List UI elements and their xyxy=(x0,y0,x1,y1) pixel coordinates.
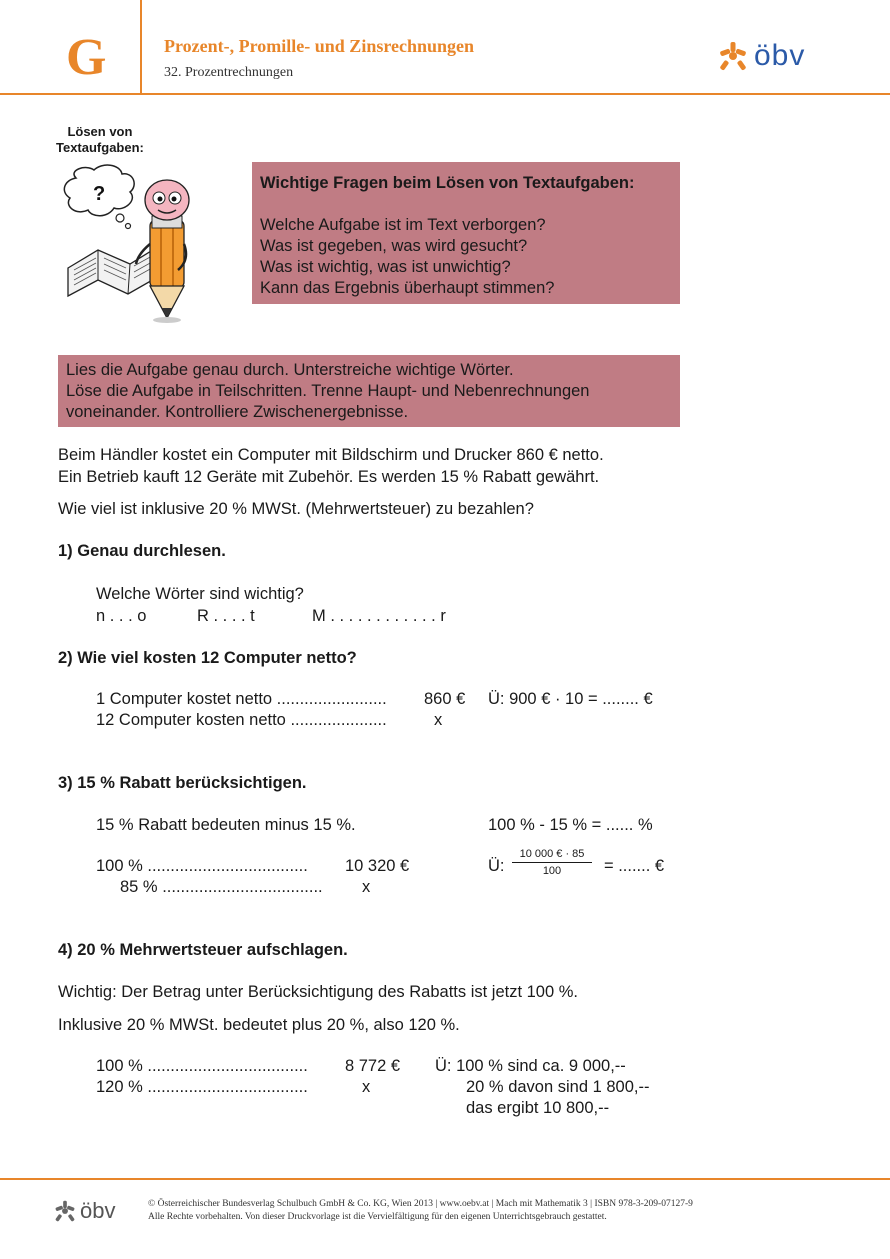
step3-row1-value: 10 320 € xyxy=(345,857,410,875)
step3-row2-label: 85 % ................................... xyxy=(120,878,323,896)
fraction-denominator: 100 xyxy=(542,865,562,877)
chapter-letter: G xyxy=(66,29,107,86)
header-divider-vertical xyxy=(140,0,142,94)
fraction-numerator: 10 000 € · 85 xyxy=(519,848,585,860)
step3-line-check: 100 % - 15 % = ...... % xyxy=(488,816,653,834)
step4-estimate: 20 % davon sind 1 800,-- xyxy=(466,1078,650,1096)
question-line: Welche Aufgabe ist im Text verborgen? xyxy=(260,216,546,234)
tip-line: Löse die Aufgabe in Teilschritten. Trenne Haupt- und Nebenrechnungen xyxy=(66,382,590,400)
side-label-line: Textaufgaben: xyxy=(56,140,144,155)
oebv-star-icon xyxy=(718,41,748,71)
footer-divider xyxy=(0,1178,890,1180)
question-line: Was ist wichtig, was ist unwichtig? xyxy=(260,258,511,276)
step3-row2-value: x xyxy=(362,878,371,896)
step2-row1-value: 860 € xyxy=(424,690,466,708)
open-book xyxy=(68,248,156,296)
step2-estimate: Ü: 900 € · 10 = ........ € xyxy=(488,690,653,708)
step4-heading: 4) 20 % Mehrwertsteuer aufschlagen. xyxy=(58,941,348,959)
step3-fraction xyxy=(508,848,596,877)
step4-row2-label: 120 % ................................... xyxy=(96,1078,308,1096)
step1-prompt: Welche Wörter sind wichtig? xyxy=(96,585,304,603)
footer-line: © Österreichischer Bundesverlag Schulbuch GmbH & Co. KG, Wien 2013 | www.oebv.at | Mach mit Mathematik 3 | ISBN 978-3-209-07127-9 xyxy=(148,1199,693,1209)
footer-line: Alle Rechte vorbehalten. Von dieser Druckvorlage ist die Vervielfältigung für den eigenen Unterrichtsgebrauch gestattet. xyxy=(148,1212,607,1222)
blank-word: n . . . o xyxy=(96,607,147,625)
task-question: Wie viel ist inklusive 20 % MWSt. (Mehrwertsteuer) zu bezahlen? xyxy=(58,500,534,518)
brand-name: öbv xyxy=(754,39,806,72)
task-line: Beim Händler kostet ein Computer mit Bildschirm und Drucker 860 € netto. xyxy=(58,446,604,464)
step3-line: 15 % Rabatt bedeuten minus 15 %. xyxy=(96,816,356,834)
step3-row1-label: 100 % ................................... xyxy=(96,857,308,875)
important-questions-box xyxy=(252,162,680,304)
chapter-title: Prozent-, Promille- und Zinsrechnungen xyxy=(164,36,475,56)
side-label-line: Lösen von xyxy=(67,124,133,139)
step4-estimate: Ü: 100 % sind ca. 9 000,-- xyxy=(435,1057,626,1075)
pencil-character xyxy=(136,180,189,323)
step4-row1-label: 100 % ................................... xyxy=(96,1057,308,1075)
blank-word: R . . . . t xyxy=(197,607,255,625)
footer-copyright xyxy=(148,1198,693,1224)
step3-check-suffix: = ....... € xyxy=(604,857,665,875)
footer-logo xyxy=(54,1198,115,1224)
step4-row1-value: 8 772 € xyxy=(345,1057,401,1075)
oebv-star-icon xyxy=(54,1200,76,1222)
task-line: Ein Betrieb kauft 12 Geräte mit Zubehör. Es werden 15 % Rabatt gewährt. xyxy=(58,468,600,486)
tip-line: voneinander. Kontrolliere Zwischenergebnisse. xyxy=(66,403,409,421)
pencil-reading-illustration xyxy=(58,160,208,325)
step4-note: Wichtig: Der Betrag unter Berücksichtigung des Rabatts ist jetzt 100 %. xyxy=(58,983,578,1001)
questions-box-title: Wichtige Fragen beim Lösen von Textaufgaben: xyxy=(260,174,635,192)
step4-note: Inklusive 20 % MWSt. bedeutet plus 20 %, also 120 %. xyxy=(58,1016,460,1034)
tip-line: Lies die Aufgabe genau durch. Unterstreiche wichtige Wörter. xyxy=(66,361,514,379)
footer-brand-name: öbv xyxy=(80,1198,116,1223)
tips-box xyxy=(58,355,680,427)
bubble-question-mark: ? xyxy=(93,183,106,205)
step2-row2-value: x xyxy=(434,711,443,729)
step3-heading: 3) 15 % Rabatt berücksichtigen. xyxy=(58,774,307,792)
step4-row2-value: x xyxy=(362,1078,371,1096)
blank-word: M . . . . . . . . . . . . r xyxy=(312,607,446,625)
step3-check-prefix: Ü: xyxy=(488,857,505,875)
step4-estimate: das ergibt 10 800,-- xyxy=(466,1099,610,1117)
step2-row1-label: 1 Computer kostet netto ........................ xyxy=(96,690,387,708)
step1-heading: 1) Genau durchlesen. xyxy=(58,542,226,560)
side-label xyxy=(56,124,144,156)
header-divider-horizontal xyxy=(0,93,890,95)
step2-row2-label: 12 Computer kosten netto ..................... xyxy=(96,711,387,729)
question-line: Kann das Ergebnis überhaupt stimmen? xyxy=(260,279,555,297)
publisher-logo xyxy=(718,36,805,76)
step2-heading: 2) Wie viel kosten 12 Computer netto? xyxy=(58,649,357,667)
question-line: Was ist gegeben, was wird gesucht? xyxy=(260,237,528,255)
section-title: 32. Prozentrechnungen xyxy=(164,65,294,80)
